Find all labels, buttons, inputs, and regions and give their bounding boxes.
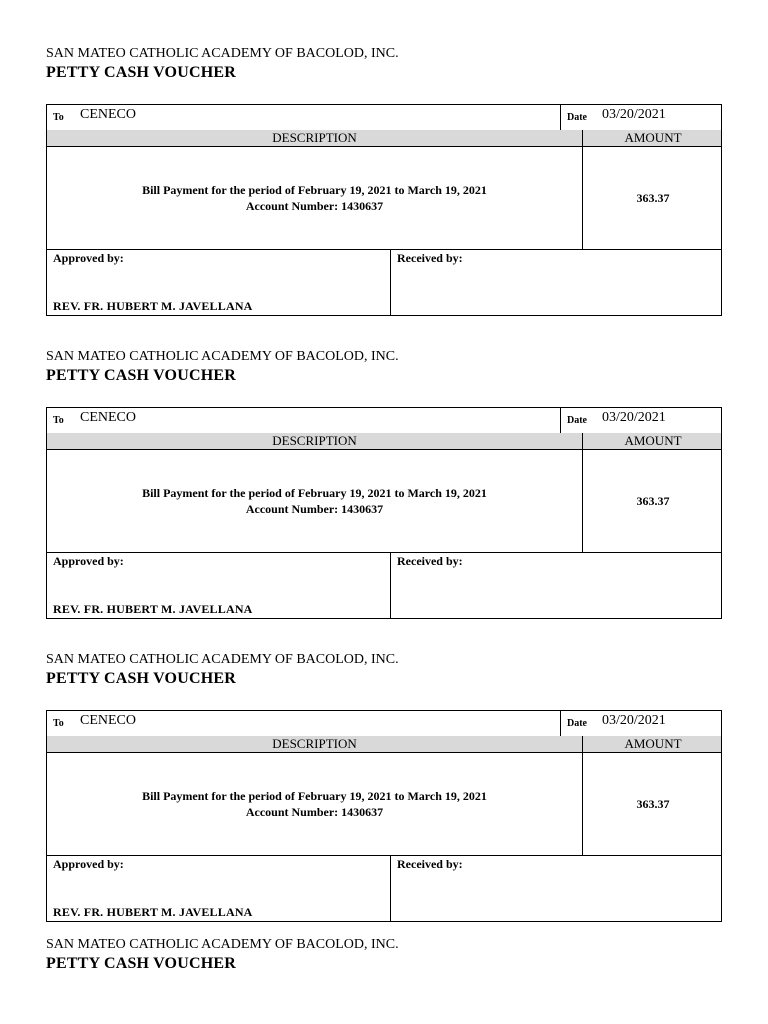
organization-name: SAN MATEO CATHOLIC ACADEMY OF BACOLOD, INC. [46, 46, 399, 61]
voucher-form [46, 407, 722, 619]
voucher-title: PETTY CASH VOUCHER [46, 955, 236, 972]
payee-value: CENECO [80, 410, 136, 425]
date-cell [560, 711, 724, 736]
approved-label: Approved by: [53, 857, 124, 871]
approver-name: REV. FR. HUBERT M. JAVELLANA [53, 905, 253, 919]
approved-cell [47, 553, 390, 618]
payee-row [47, 105, 721, 131]
description-line: Bill Payment for the period of February 19, 2021 to March 19, 2021 [142, 486, 487, 500]
date-label: Date [567, 718, 587, 729]
date-value: 03/20/2021 [602, 410, 666, 425]
header-row [47, 736, 721, 753]
date-value: 03/20/2021 [602, 107, 666, 122]
to-label: To [53, 415, 64, 426]
amount-cell: 363.37 [582, 147, 723, 249]
description-cell [47, 753, 582, 855]
description-header: DESCRIPTION [272, 736, 357, 751]
voucher-title: PETTY CASH VOUCHER [46, 367, 236, 384]
detail-row [47, 450, 721, 553]
payee-row [47, 408, 721, 434]
signature-row [47, 250, 721, 315]
received-cell [390, 856, 722, 921]
description-cell [47, 450, 582, 552]
approved-cell [47, 856, 390, 921]
approved-label: Approved by: [53, 251, 124, 265]
description-header: DESCRIPTION [272, 433, 357, 448]
description-header: DESCRIPTION [272, 130, 357, 145]
description-line: Bill Payment for the period of February 19, 2021 to March 19, 2021 [142, 183, 487, 197]
approved-cell [47, 250, 390, 315]
amount-header: AMOUNT [582, 736, 723, 752]
received-cell [390, 553, 722, 618]
amount-header: AMOUNT [582, 433, 723, 449]
detail-row [47, 753, 721, 856]
payee-row [47, 711, 721, 737]
date-value: 03/20/2021 [602, 713, 666, 728]
received-cell [390, 250, 722, 315]
approver-name: REV. FR. HUBERT M. JAVELLANA [53, 299, 253, 313]
organization-name: SAN MATEO CATHOLIC ACADEMY OF BACOLOD, INC. [46, 349, 399, 364]
description-line: Bill Payment for the period of February 19, 2021 to March 19, 2021 [142, 789, 487, 803]
voucher-title: PETTY CASH VOUCHER [46, 64, 236, 81]
voucher-form [46, 104, 722, 316]
detail-row [47, 147, 721, 250]
account-number: Account Number: 1430637 [245, 805, 384, 819]
payee-value: CENECO [80, 713, 136, 728]
header-row [47, 130, 721, 147]
received-label: Received by: [397, 857, 463, 871]
approver-name: REV. FR. HUBERT M. JAVELLANA [53, 602, 253, 616]
payee-value: CENECO [80, 107, 136, 122]
account-number: Account Number: 1430637 [245, 199, 384, 213]
amount-header: AMOUNT [582, 130, 723, 146]
signature-row [47, 553, 721, 618]
description-cell [47, 147, 582, 249]
voucher-title: PETTY CASH VOUCHER [46, 670, 236, 687]
date-cell [560, 105, 724, 130]
received-label: Received by: [397, 251, 463, 265]
to-label: To [53, 718, 64, 729]
signature-row [47, 856, 721, 921]
organization-name: SAN MATEO CATHOLIC ACADEMY OF BACOLOD, INC. [46, 937, 399, 952]
to-label: To [53, 112, 64, 123]
date-label: Date [567, 112, 587, 123]
received-label: Received by: [397, 554, 463, 568]
organization-name: SAN MATEO CATHOLIC ACADEMY OF BACOLOD, INC. [46, 652, 399, 667]
header-row [47, 433, 721, 450]
voucher-form [46, 710, 722, 922]
account-number: Account Number: 1430637 [245, 502, 384, 516]
date-label: Date [567, 415, 587, 426]
amount-cell: 363.37 [582, 753, 723, 855]
amount-cell: 363.37 [582, 450, 723, 552]
approved-label: Approved by: [53, 554, 124, 568]
date-cell [560, 408, 724, 433]
